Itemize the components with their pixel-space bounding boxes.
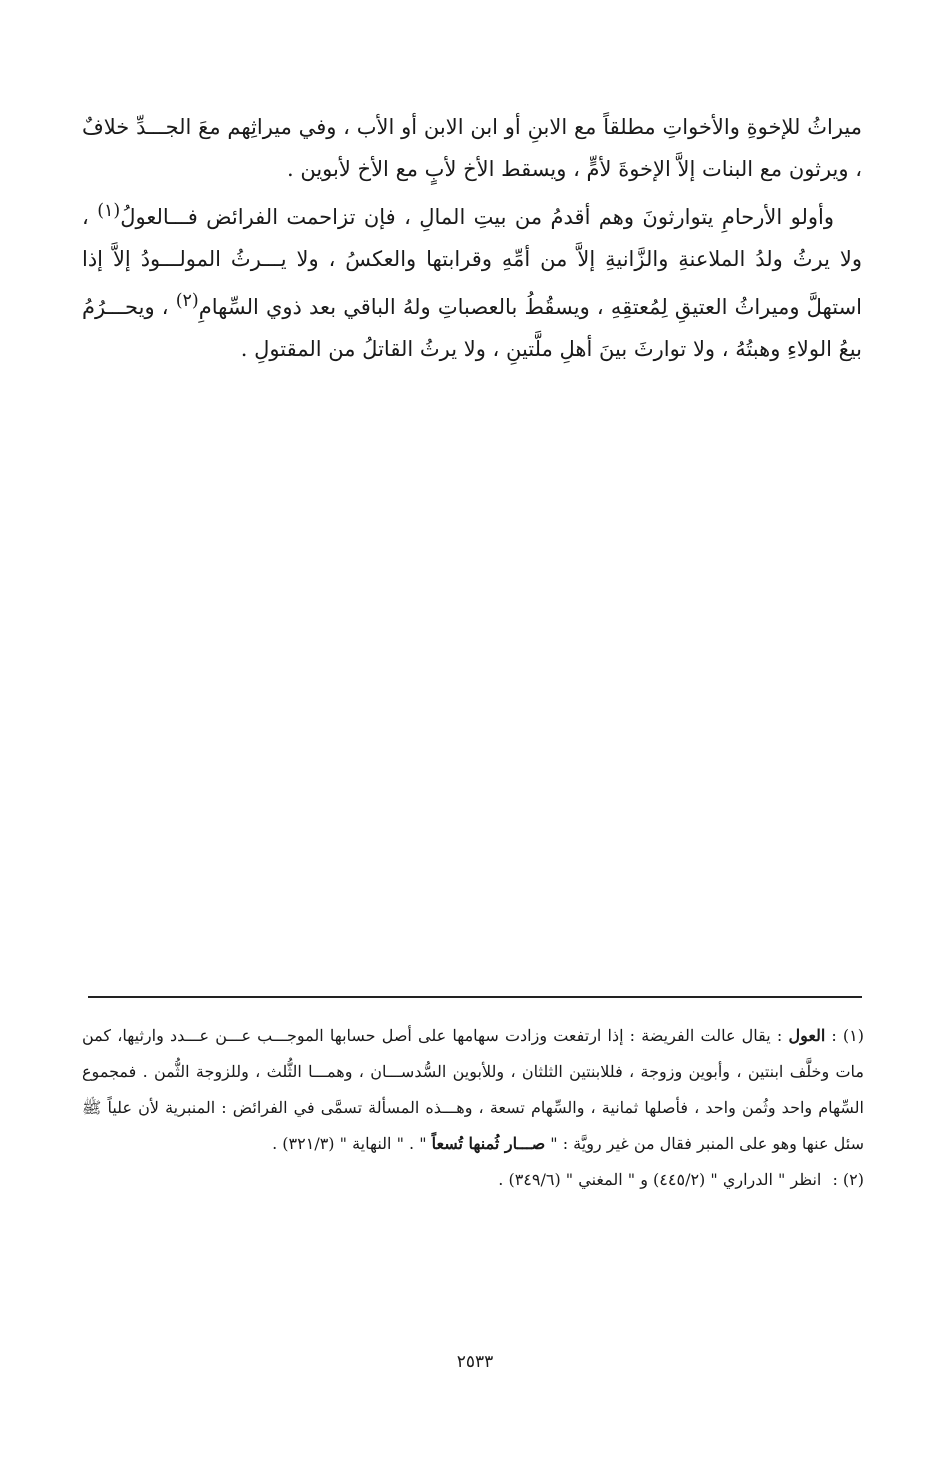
footnote-ref-1[interactable]: (١) [97,201,121,221]
paragraph-1 [82,106,862,190]
paragraph-2-text-middle: ، ولا يرثُ ولدُ الملاعنةِ والزَّانيةِ إلاَّ من أمِّهِ وقرابتها والعكسُ ، ولا يـــرثُ المولـــودُ إلاَّ إذا استهلَّ وميراثُ العتيقِ لِمُعتقِهِ ، ويسقُطُ بالعصباتِ ولهُ الباقي بعد ذوي السِّهامِ [82,205,863,319]
paragraph-2-text-start: وأولو الأرحامِ يتوارثونَ وهم أقدمُ من بيتِ المالِ ، فإن تزاحمت الفرائض فـــالعولُ [120,205,835,229]
paragraph-2 [82,190,862,370]
footnote-1-term: العول [788,1026,826,1045]
footnote-1-number: (١) : [831,1026,865,1045]
main-text [82,106,862,370]
page-number: ٢٥٣٣ [456,1352,494,1372]
footnote-2-number: (٢) : [832,1170,864,1189]
footnote-1 [82,1018,864,1162]
paragraph-1-line-1: ميراثُ للإخوةِ والأخواتِ مطلقاً مع الابنِ أو ابن الابن أو الأب ، وفي ميراثِهم معَ الجـــدِّ [136,115,862,139]
paragraph-1-line-2: خلافٌ ، ويرثون مع البنات إلاَّ الإخوةَ لأمٍّ ، ويسقط الأخ لأبٍ مع الأخ لأبوين . [82,115,862,181]
footnote-divider [88,996,862,998]
footnote-2 [82,1162,864,1198]
footnote-2-text: انظر " الدراري " (٤٤٥/٢) و " المغني " (٣٤٩/٦) . [498,1170,827,1189]
footnote-1-quote: صـــار ثُمنها تُسعاً [431,1134,546,1153]
footnote-ref-2[interactable]: (٢) [175,291,199,311]
footnote-1-text-end: " . " النهاية " (٣٢١/٣) . [272,1134,432,1153]
footnotes [82,1018,864,1198]
footnote-1-text: : يقال عالت الفريضة : إذا ارتفعت وزادت سهامها على أصل حسابها الموجـــب عـــن عـــدد وارثيها، كمن مات وخلَّف ابنتين ، وأبوين وزوجة ، فللابنتين الثلثان ، وللأبوين السُّدســـان ، وهمـــا الثُّلث ، وللزوجة الثُّمن . فمجموع السِّهام واحد وثُمن واحد ، فأصلها ثمانية ، والسِّهام تسعة ، وهـــذه المسألة تسمَّى في الفرائض : المنبرية لأن علياً ﷺ سئل عنها وهو على المنبر فقال من غير رويَّة : " [82,1026,864,1153]
paragraph-2-text-end: ، ويحـــرُمُ بيعُ الولاءِ وهبتُهُ ، ولا توارثَ بينَ أهلِ ملَّتينِ ، ولا يرثُ القاتلُ من المقتولِ . [82,295,862,361]
